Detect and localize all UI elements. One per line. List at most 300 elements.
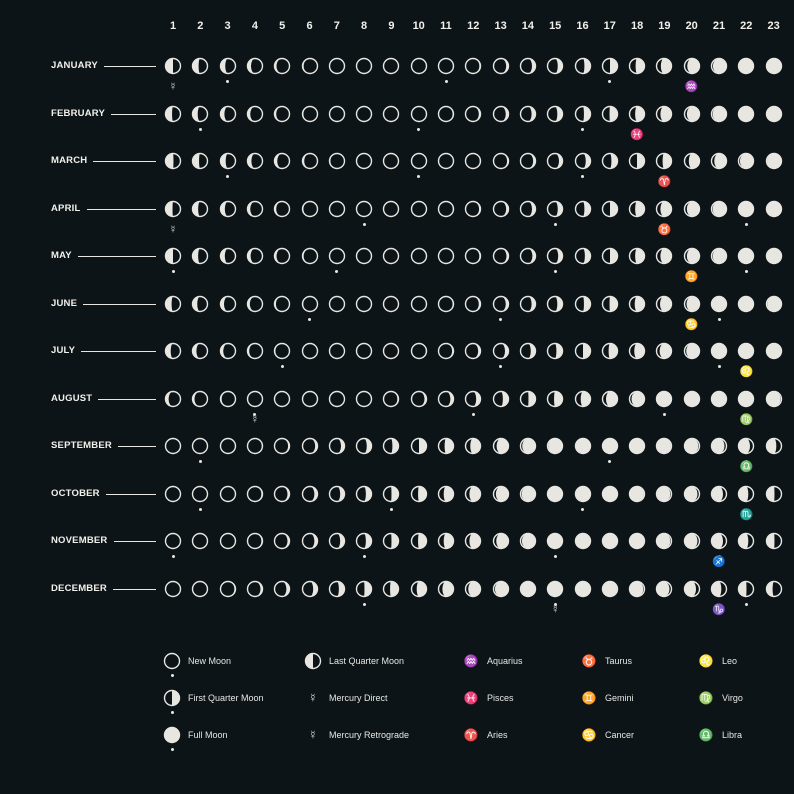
moon-phase-icon [437, 390, 455, 408]
moon-phase [410, 342, 428, 360]
moon-phase [601, 200, 619, 218]
moon-phase-icon [464, 200, 482, 218]
moon-phase-icon [765, 247, 783, 265]
moon-phase [219, 57, 237, 75]
moon-phase [273, 342, 291, 360]
moon-phase-icon [574, 152, 592, 170]
moon-phase-icon [328, 200, 346, 218]
moon-phase-icon [355, 437, 373, 455]
moon-phase [519, 390, 537, 408]
moon-phase-icon [191, 390, 209, 408]
moon-phase-icon [601, 485, 619, 503]
moon-phase [191, 437, 209, 455]
moon-phase [601, 342, 619, 360]
moon-phase [737, 485, 755, 503]
moon-phase [164, 200, 182, 218]
moon-phase-icon [546, 152, 564, 170]
moon-phase [710, 152, 728, 170]
moon-phase [191, 247, 209, 265]
moon-phase-icon [437, 105, 455, 123]
moon-phase-icon [683, 57, 701, 75]
moon-phase [574, 295, 592, 313]
phase-marker-dot [363, 223, 366, 226]
moon-phase [574, 580, 592, 598]
moon-phase [301, 247, 319, 265]
moon-phase [765, 152, 783, 170]
moon-phase [355, 152, 373, 170]
moon-phase [519, 105, 537, 123]
moon-phase-icon [683, 342, 701, 360]
day-number: 13 [494, 20, 507, 32]
moon-phase [628, 580, 646, 598]
moon-phase [628, 152, 646, 170]
moon-phase-icon [574, 532, 592, 550]
moon-phase-icon [464, 247, 482, 265]
moon-phase-icon [191, 247, 209, 265]
moon-phase [191, 57, 209, 75]
moon-phase-icon [519, 437, 537, 455]
moon-phase-icon [546, 485, 564, 503]
moon-phase-icon [546, 390, 564, 408]
moon-phase-icon [301, 437, 319, 455]
moon-phase [246, 485, 264, 503]
moon-phase-icon [164, 437, 182, 455]
moon-phase-icon [765, 437, 783, 455]
moon-phase [628, 437, 646, 455]
moon-phase [246, 532, 264, 550]
moon-phase-icon [546, 247, 564, 265]
moon-phase-icon [410, 57, 428, 75]
moon-phase-icon [601, 532, 619, 550]
phase-marker-dot [417, 128, 420, 131]
moon-phase-icon [246, 580, 264, 598]
moon-phase-icon [437, 485, 455, 503]
moon-phase [301, 152, 319, 170]
moon-phase [164, 390, 182, 408]
moon-phase [546, 485, 564, 503]
moon-phase-icon [601, 152, 619, 170]
legend-dot [171, 674, 174, 677]
moon-phase [219, 580, 237, 598]
legend-label: Full Moon [188, 730, 228, 740]
moon-phase [273, 580, 291, 598]
month-label: DECEMBER [51, 582, 107, 594]
moon-phase [355, 200, 373, 218]
moon-phase [246, 152, 264, 170]
taurus-icon: ♉ [657, 223, 672, 236]
day-number: 16 [576, 20, 589, 32]
moon-phase [601, 390, 619, 408]
moon-phase-icon [437, 152, 455, 170]
moon-phase-icon [273, 485, 291, 503]
day-number: 7 [333, 20, 340, 32]
moon-phase [191, 342, 209, 360]
moon-phase [546, 580, 564, 598]
moon-phase-icon [301, 200, 319, 218]
month-label: MARCH [51, 155, 88, 166]
moon-phase-icon [355, 580, 373, 598]
moon-phase [410, 295, 428, 313]
moon-phase [355, 532, 373, 550]
moon-phase-icon [191, 532, 209, 550]
month-rule [87, 209, 157, 210]
moon-phase-icon [355, 295, 373, 313]
moon-phase [492, 437, 510, 455]
moon-phase [382, 105, 400, 123]
moon-phase-icon [219, 105, 237, 123]
pisces-icon: ♓ [630, 128, 644, 141]
day-number: 4 [251, 20, 258, 32]
moon-phase [574, 105, 592, 123]
moon-phase [273, 200, 291, 218]
day-number: 20 [685, 20, 698, 32]
moon-phase-icon [410, 437, 428, 455]
moon-phase-icon [765, 580, 783, 598]
moon-phase-icon [574, 105, 592, 123]
moon-phase-icon [301, 295, 319, 313]
legend-label: Leo [722, 656, 738, 666]
moon-phase [765, 485, 783, 503]
moon-phase [464, 580, 482, 598]
moon-phase [437, 342, 455, 360]
day-number: 15 [549, 20, 562, 32]
month-label: SEPTEMBER [51, 440, 112, 451]
moon-phase [301, 105, 319, 123]
moon-phase [546, 437, 564, 455]
moon-phase-icon [519, 580, 537, 598]
day-number: 18 [630, 20, 644, 32]
moon-phase [737, 390, 755, 408]
moon-phase [574, 485, 592, 503]
month-rule [83, 304, 156, 305]
moon-phase [737, 247, 755, 265]
moon-phase [410, 105, 428, 123]
moon-phase [765, 295, 783, 313]
moon-phase [628, 342, 646, 360]
phase-marker-dot [499, 318, 502, 321]
moon-phase-icon [382, 105, 400, 123]
moon-phase [273, 437, 291, 455]
moon-phase-icon [492, 485, 510, 503]
moon-phase-icon [546, 295, 564, 313]
moon-phase-icon [546, 532, 564, 550]
month-rule [93, 161, 156, 162]
moon-phase [710, 580, 728, 598]
moon-phase [765, 580, 783, 598]
moon-phase-icon [492, 105, 510, 123]
moon-phase-icon [164, 342, 182, 360]
moon-phase-icon [355, 152, 373, 170]
moon-phase [164, 580, 182, 598]
moon-phase [273, 295, 291, 313]
moon-phase [737, 580, 755, 598]
moon-phase-icon [273, 580, 291, 598]
moon-phase [382, 437, 400, 455]
moon-phase-icon [328, 105, 346, 123]
moon-phase [464, 342, 482, 360]
moon-phase [655, 342, 673, 360]
moon-phase [191, 200, 209, 218]
moon-phase-icon [219, 580, 237, 598]
moon-phase [410, 57, 428, 75]
moon-phase-icon [628, 390, 646, 408]
moon-phase [219, 390, 237, 408]
phase-marker-dot [581, 508, 584, 511]
moon-phase [246, 580, 264, 598]
moon-phase [246, 390, 264, 408]
moon-phase-icon [246, 485, 264, 503]
month-label: FEBRUARY [51, 107, 106, 119]
moon-phase [737, 342, 755, 360]
moon-phase-icon [246, 295, 264, 313]
moon-phase-icon [355, 105, 373, 123]
moon-phase-icon [219, 200, 237, 218]
moon-phase-icon [628, 485, 646, 503]
moon-phase [382, 200, 400, 218]
moon-phase [492, 342, 510, 360]
moon-phase-icon [328, 485, 346, 503]
moon-phase [737, 295, 755, 313]
moon-phase-icon [191, 57, 209, 75]
moon-phase [382, 247, 400, 265]
moon-phase-icon [492, 152, 510, 170]
moon-phase [273, 532, 291, 550]
day-number: 22 [740, 20, 753, 32]
day-number: 5 [279, 20, 286, 32]
moon-phase [301, 437, 319, 455]
moon-phase-icon [164, 532, 182, 550]
month-rule [81, 351, 156, 352]
month-label: OCTOBER [51, 487, 100, 499]
moon-phase [191, 580, 209, 598]
moon-phase-icon [219, 485, 237, 503]
moon-phase-icon [601, 342, 619, 360]
legend-label: Pisces [487, 693, 514, 703]
virgo-icon: ♍ [698, 691, 714, 705]
moon-phase-icon [273, 57, 291, 75]
moon-phase [683, 342, 701, 360]
moon-phase-icon [574, 200, 592, 218]
moon-phase [355, 57, 373, 75]
moon-phase [574, 532, 592, 550]
moon-phase [382, 532, 400, 550]
moon-phase-icon [191, 105, 209, 123]
moon-phase-icon [628, 247, 646, 265]
moon-phase [601, 152, 619, 170]
moon-phase-icon [737, 390, 755, 408]
legend-label: New Moon [188, 656, 232, 666]
moon-phase-icon [628, 580, 646, 598]
legend-label: First Quarter Moon [188, 693, 264, 703]
moon-phase [164, 247, 182, 265]
moon-phase [328, 57, 346, 75]
month-rule [98, 399, 156, 400]
moon-phase-icon [683, 247, 701, 265]
moon-phase [655, 57, 673, 75]
moon-phase-icon [246, 105, 264, 123]
new-moon-icon [163, 652, 181, 670]
moon-phase [273, 105, 291, 123]
moon-phase-icon [628, 295, 646, 313]
moon-phase-icon [328, 580, 346, 598]
moon-phase [246, 57, 264, 75]
taurus-icon: ♉ [581, 654, 597, 668]
phase-marker-dot [554, 223, 557, 226]
moon-phase-icon [519, 247, 537, 265]
moon-phase-icon [301, 57, 319, 75]
moon-phase [710, 57, 728, 75]
moon-phase-icon [219, 532, 237, 550]
phase-marker-dot [199, 508, 202, 511]
moon-phase-icon [601, 437, 619, 455]
phase-marker-dot [226, 175, 229, 178]
moon-phase [601, 247, 619, 265]
gemini-icon: ♊ [581, 691, 597, 705]
phase-marker-dot [172, 555, 175, 558]
month-rule [106, 494, 156, 495]
moon-phase [328, 485, 346, 503]
moon-phase-icon [437, 532, 455, 550]
leo-icon: ♌ [739, 366, 754, 378]
moon-phase [219, 342, 237, 360]
day-number: 12 [467, 20, 480, 32]
moon-phase-icon [164, 295, 182, 313]
moon-phase-icon [410, 390, 428, 408]
moon-phase [246, 342, 264, 360]
moon-phase-icon [683, 105, 701, 123]
moon-phase-icon [164, 200, 182, 218]
month-label: JULY [51, 345, 76, 356]
mercury-retrograde-icon: ☿ [168, 223, 178, 236]
aries-icon: ♈ [463, 728, 479, 742]
moon-phase [164, 152, 182, 170]
moon-phase [219, 200, 237, 218]
month-rule [111, 114, 156, 115]
moon-phase-icon [273, 247, 291, 265]
moon-phase-icon [710, 532, 728, 550]
moon-phase-icon [464, 437, 482, 455]
legend-label: Last Quarter Moon [329, 656, 405, 666]
moon-phase [601, 532, 619, 550]
moon-phase [464, 105, 482, 123]
moon-phase [464, 57, 482, 75]
moon-phase [710, 390, 728, 408]
month-rule [118, 446, 156, 447]
moon-phase-icon [301, 105, 319, 123]
moon-phase [519, 152, 537, 170]
moon-phase-icon [464, 295, 482, 313]
moon-phase-icon [191, 437, 209, 455]
moon-phase [464, 532, 482, 550]
moon-phase-icon [164, 580, 182, 598]
moon-phase-icon [628, 105, 646, 123]
moon-phase-icon [519, 485, 537, 503]
moon-phase [546, 247, 564, 265]
moon-phase-icon [546, 105, 564, 123]
moon-phase [355, 342, 373, 360]
first-quarter-moon-icon [163, 689, 181, 707]
moon-phase [601, 295, 619, 313]
moon-phase [164, 57, 182, 75]
moon-phase [219, 247, 237, 265]
moon-phase-icon [655, 485, 673, 503]
moon-phase-icon [574, 342, 592, 360]
day-number: 23 [767, 20, 780, 32]
virgo-icon: ♍ [739, 413, 754, 426]
moon-phase [765, 105, 783, 123]
phase-marker-dot [581, 128, 584, 131]
moon-phase-icon [601, 247, 619, 265]
moon-phase [410, 152, 428, 170]
moon-phase-icon [628, 437, 646, 455]
last-quarter-moon-icon [304, 652, 322, 670]
moon-phase-icon [273, 105, 291, 123]
moon-phase-icon [601, 580, 619, 598]
moon-phase-icon [574, 295, 592, 313]
phase-marker-dot [226, 80, 229, 83]
moon-phase [410, 580, 428, 598]
moon-phase-icon [437, 57, 455, 75]
moon-phase-icon [273, 390, 291, 408]
moon-phase-icon [246, 152, 264, 170]
moon-phase [246, 437, 264, 455]
month-rule [113, 589, 156, 590]
day-number: 14 [521, 20, 535, 32]
moon-phase-icon [273, 532, 291, 550]
day-number: 21 [712, 20, 726, 32]
moon-phase [519, 485, 537, 503]
moon-phase [683, 105, 701, 123]
moon-phase [574, 57, 592, 75]
month-rule [78, 256, 156, 257]
moon-phase [655, 532, 673, 550]
moon-phase [655, 390, 673, 408]
moon-phase [574, 152, 592, 170]
moon-phase [710, 105, 728, 123]
moon-phase-icon [683, 295, 701, 313]
moon-phase [437, 200, 455, 218]
moon-phase-icon [628, 532, 646, 550]
moon-phase-icon [655, 580, 673, 598]
moon-phase-icon [765, 295, 783, 313]
moon-phase-icon [683, 437, 701, 455]
moon-phase [683, 57, 701, 75]
legend-dot [171, 748, 174, 751]
phase-marker-dot [199, 460, 202, 463]
phase-marker-dot [554, 555, 557, 558]
moon-phase-icon [246, 342, 264, 360]
moon-phase [191, 152, 209, 170]
moon-phase-icon [655, 342, 673, 360]
moon-phase-icon [164, 105, 182, 123]
moon-phase [765, 342, 783, 360]
moon-phase [546, 342, 564, 360]
day-number: 8 [361, 20, 368, 32]
moon-phase [628, 247, 646, 265]
moon-phase [437, 247, 455, 265]
moon-phase-icon [710, 247, 728, 265]
moon-phase [601, 57, 619, 75]
moon-phase [355, 105, 373, 123]
moon-phase-icon [492, 390, 510, 408]
libra-icon: ♎ [739, 461, 754, 473]
moon-phase-icon [655, 437, 673, 455]
moon-phase [410, 200, 428, 218]
moon-phase-icon [437, 200, 455, 218]
moon-phase-icon [437, 295, 455, 313]
moon-phase-icon [301, 390, 319, 408]
moon-phase-icon [683, 485, 701, 503]
